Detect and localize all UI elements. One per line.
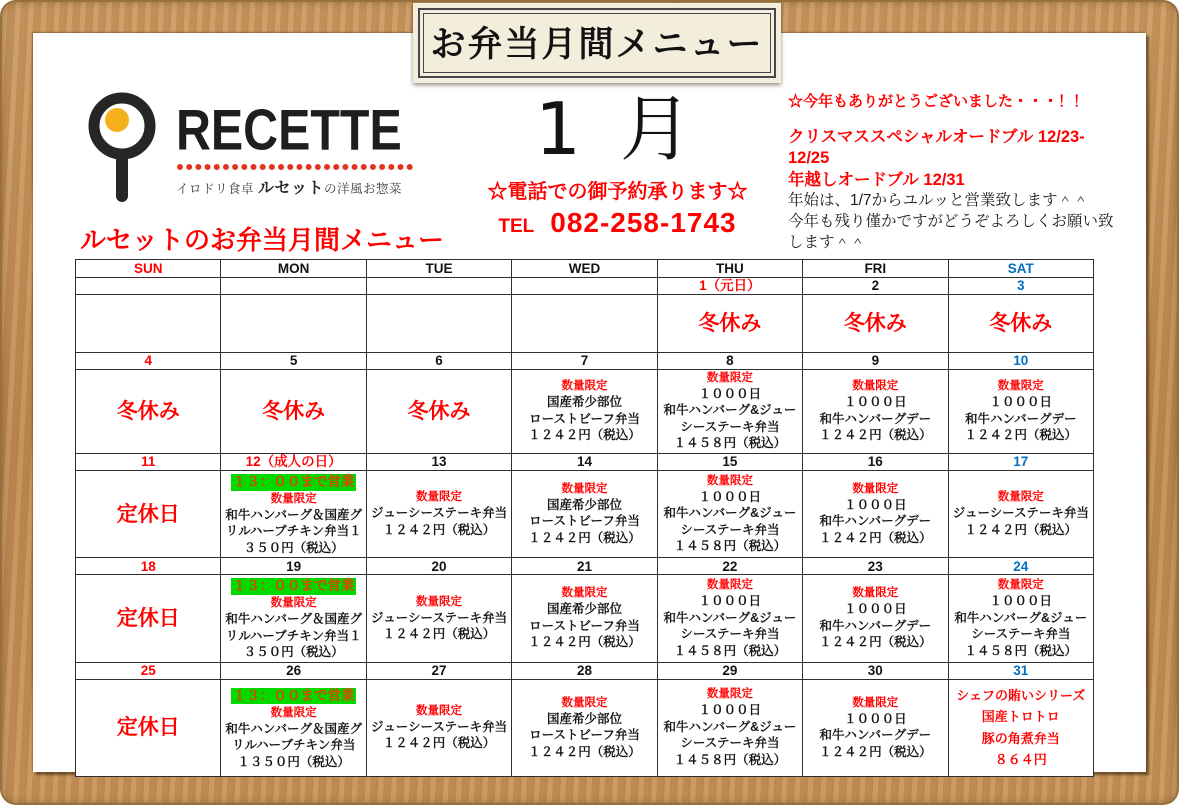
week-2-date-row (76, 353, 1094, 370)
week-4-date-row (76, 558, 1094, 575)
date-cell: 7 (512, 353, 657, 370)
menu-cell (657, 575, 802, 662)
open-hours-badge: １３：００まで営業 (232, 578, 355, 594)
date-cell (76, 278, 221, 295)
logo-tagline (176, 175, 419, 198)
menu-line-normal: １４５８円（税込） (964, 643, 1078, 658)
menu-line-limited: 数量限定 (416, 595, 463, 608)
date-cell (221, 278, 366, 295)
menu-line-normal: 和牛ハンバーグ＆国産グリルハーブチキン弁当１３５０円（税込） (225, 612, 362, 660)
menu-cell (657, 470, 802, 557)
menu-line-normal: １２４２円（税込） (819, 635, 932, 650)
date-cell: 27 (366, 662, 511, 679)
tel-label: TEL (498, 215, 535, 237)
menu-line-holiday: 冬休み (698, 312, 762, 335)
menu-line-limited: 数量限定 (270, 492, 317, 505)
date-cell: 16 (803, 453, 948, 470)
menu-line-normal: １２４２円（税込） (528, 744, 641, 759)
open-hours-badge: １３：００まで営業 (232, 687, 355, 703)
date-cell: 12（成人の日） (221, 453, 366, 470)
menu-line-hours (224, 472, 362, 492)
announcement-newyear-info: 年始は、1/7からユルッと営業致します＾＾ (788, 192, 1089, 210)
menu-line-normal: 和牛ハンバーグデー (819, 514, 932, 529)
date-cell: 23 (803, 558, 948, 575)
date-cell: 15 (657, 453, 802, 470)
menu-line-holiday: 冬休み (407, 399, 471, 423)
announcement-closing: 今年も残り僅かですがどうぞよろしくお願い致します＾＾ (788, 213, 1114, 252)
announcement-christmas: クリスマススペシャルオードブル 12/23-12/25 (788, 128, 1085, 168)
menu-cell (221, 575, 366, 662)
date-cell: 8 (657, 353, 802, 370)
menu-line-special: 国産トロトロ (981, 709, 1060, 725)
menu-line-normal: 和牛ハンバーグ＆国産グリルハーブチキン弁当１３５０円（税込） (225, 507, 362, 555)
menu-line-normal: 和牛ハンバーグ&ジューシーステーキ弁当 (663, 506, 797, 537)
menu-line-normal: １０００日 (844, 602, 907, 617)
menu-cell (76, 470, 221, 557)
tel-row (445, 207, 790, 239)
menu-line-normal: ローストビーフ弁当 (529, 618, 640, 633)
menu-line-normal: １２４２円（税込） (819, 530, 932, 545)
announcement-thanks: ☆今年もありがとうございました・・・！！ (788, 93, 1089, 110)
menu-line-normal: １２４２円（税込） (964, 428, 1078, 443)
menu-line-normal: １２４２円（税込） (528, 635, 641, 650)
week-3-menu-row (76, 470, 1094, 557)
menu-line-normal: １０００日 (698, 386, 762, 401)
date-cell: 2 (803, 278, 948, 295)
menu-line-normal: ジューシーステーキ弁当１２４２円（税込） (370, 610, 508, 642)
banner-border-inner (423, 13, 771, 73)
banner (413, 3, 781, 83)
week-5-menu-row (76, 679, 1094, 776)
tagline-post: の洋風お惣菜 (324, 182, 403, 196)
menu-line-normal: １０００日 (698, 703, 762, 718)
day-header-fri: FRI (803, 260, 948, 278)
frying-pan-egg-icon (82, 88, 162, 206)
menu-line-normal: １２４２円（税込） (819, 744, 932, 759)
menu-line-normal: 和牛ハンバーグ&ジューシーステーキ弁当 (954, 610, 1088, 642)
menu-line-limited: 数量限定 (997, 491, 1044, 504)
date-cell: 31 (948, 662, 1093, 679)
menu-line-normal: ジューシーステーキ弁当１２４２円（税込） (952, 506, 1089, 537)
menu-line-limited: 数量限定 (852, 696, 899, 709)
menu-line-normal: １４５８円（税込） (673, 539, 787, 554)
date-cell: 28 (512, 662, 657, 679)
month-header (445, 87, 790, 239)
menu-line-normal: １０００日 (844, 395, 907, 410)
menu-cell (512, 470, 657, 557)
date-cell: 26 (221, 662, 366, 679)
date-cell: 18 (76, 558, 221, 575)
day-header-sat: SAT (948, 260, 1093, 278)
logo-dots-divider (176, 162, 414, 172)
menu-line-normal: 国産希少部位 (546, 602, 622, 617)
date-cell (366, 278, 511, 295)
menu-line-normal: 和牛ハンバーグデー (819, 411, 932, 426)
menu-line-normal: １２４２円（税込） (528, 428, 641, 443)
menu-line-limited: 数量限定 (706, 372, 753, 384)
date-cell: 30 (803, 662, 948, 679)
day-header-row (76, 260, 1094, 278)
week-3-date-row (76, 453, 1094, 470)
menu-line-normal: １４５８円（税込） (673, 643, 787, 658)
menu-line-normal: 国産希少部位 (546, 395, 622, 410)
menu-line-limited: 数量限定 (706, 474, 753, 487)
menu-cell (803, 470, 948, 557)
banner-border-outer (418, 8, 776, 78)
date-cell: 11 (76, 453, 221, 470)
date-cell (512, 278, 657, 295)
menu-line-hours (224, 686, 362, 706)
menu-line-limited: 数量限定 (561, 482, 608, 495)
menu-cell (948, 679, 1093, 776)
menu-cell (366, 575, 511, 662)
menu-line-special: シェフの賄いシリーズ (956, 687, 1086, 703)
date-cell: 14 (512, 453, 657, 470)
announcements (788, 90, 1120, 254)
menu-line-normal: 和牛ハンバーグデー (819, 728, 932, 743)
menu-line-normal: １０００日 (844, 711, 907, 726)
date-cell: 22 (657, 558, 802, 575)
menu-line-normal: ジューシーステーキ弁当１２４２円（税込） (370, 506, 508, 537)
date-cell: 3 (948, 278, 1093, 295)
menu-cell (803, 295, 948, 353)
banner-title: お弁当月間メニュー (430, 25, 764, 64)
date-cell: 25 (76, 662, 221, 679)
menu-line-limited: 数量限定 (270, 597, 317, 610)
date-cell: 10 (948, 353, 1093, 370)
calendar-body (76, 278, 1094, 777)
menu-cell (76, 679, 221, 776)
week-1-menu-row (76, 295, 1094, 353)
menu-cell (221, 295, 366, 353)
menu-line-normal: １０００日 (698, 489, 762, 504)
date-cell: 1（元日） (657, 278, 802, 295)
menu-cell (803, 679, 948, 776)
menu-cell (803, 370, 948, 454)
brand-name: RECETTE (176, 98, 402, 163)
calendar (75, 259, 1094, 777)
menu-line-holiday: 冬休み (262, 399, 326, 423)
menu-line-limited: 数量限定 (852, 380, 899, 393)
menu-line-holiday: 定休日 (116, 607, 180, 631)
menu-cell (948, 470, 1093, 557)
menu-line-normal: ジューシーステーキ弁当１２４２円（税込） (370, 719, 508, 751)
day-header-thu: THU (657, 260, 802, 278)
menu-line-limited: 数量限定 (561, 380, 608, 393)
menu-line-normal: 和牛ハンバーグ&ジューシーステーキ弁当 (663, 610, 797, 642)
menu-cell (512, 295, 657, 353)
logo-text-block (176, 88, 419, 206)
tagline-bold: ルセット (257, 180, 324, 197)
menu-line-holiday: 冬休み (116, 399, 180, 423)
menu-line-normal: 国産希少部位 (546, 711, 622, 726)
menu-line-limited: 数量限定 (997, 579, 1044, 592)
open-hours-badge: １３：００まで営業 (232, 473, 355, 489)
menu-line-normal: １０００日 (698, 594, 762, 609)
menu-cell (512, 370, 657, 454)
day-header-tue: TUE (366, 260, 511, 278)
menu-line-normal: １０００日 (989, 395, 1053, 410)
calendar-table (75, 259, 1094, 777)
day-header-wed: WED (512, 260, 657, 278)
menu-line-limited: 数量限定 (997, 380, 1044, 393)
menu-line-limited: 数量限定 (561, 696, 608, 709)
menu-line-limited: 数量限定 (416, 491, 463, 504)
menu-line-limited: 数量限定 (706, 579, 753, 592)
menu-line-special: 豚の角煮弁当 (981, 730, 1060, 746)
tel-number: 082-258-1743 (550, 206, 737, 238)
date-cell: 5 (221, 353, 366, 370)
menu-line-normal: ローストビーフ弁当 (529, 728, 640, 743)
menu-line-normal: 和牛ハンバーグデー (819, 618, 932, 633)
menu-line-normal: １２４２円（税込） (528, 530, 641, 545)
menu-line-holiday: 定休日 (116, 502, 180, 526)
week-5-date-row (76, 662, 1094, 679)
menu-line-holiday: 冬休み (989, 312, 1053, 335)
menu-cell (221, 679, 366, 776)
menu-line-normal: １０００日 (844, 497, 907, 512)
week-2-menu-row (76, 370, 1094, 454)
menu-cell (948, 575, 1093, 662)
menu-line-limited: 数量限定 (416, 704, 463, 717)
date-cell: 29 (657, 662, 802, 679)
menu-cell (76, 295, 221, 353)
menu-line-limited: 数量限定 (561, 587, 608, 600)
date-cell: 24 (948, 558, 1093, 575)
day-header-mon: MON (221, 260, 366, 278)
menu-cell (221, 470, 366, 557)
menu-cell (76, 575, 221, 662)
announcement-newyear-eve: 年越しオードブル 12/31 (788, 170, 965, 189)
menu-line-holiday: 定休日 (116, 716, 180, 740)
menu-line-normal: 和牛ハンバーグデー (964, 411, 1077, 426)
menu-line-normal: ローストビーフ弁当 (529, 411, 640, 426)
menu-cell (366, 470, 511, 557)
date-cell: 9 (803, 353, 948, 370)
menu-line-holiday: 冬休み (843, 312, 907, 335)
menu-cell (948, 370, 1093, 454)
day-header-sun: SUN (76, 260, 221, 278)
date-cell: 17 (948, 453, 1093, 470)
date-cell: 20 (366, 558, 511, 575)
menu-cell (221, 370, 366, 454)
menu-line-normal: １２４２円（税込） (819, 428, 932, 443)
month-title: 1 月 (535, 87, 700, 171)
phone-reservation-note: ☆電話での御予約承ります☆ (487, 180, 748, 203)
menu-line-normal: １４５８円（税込） (673, 436, 787, 451)
menu-line-normal: 国産希少部位 (546, 497, 622, 512)
menu-line-normal: 和牛ハンバーグ&ジューシーステーキ弁当 (663, 403, 797, 434)
week-4-menu-row (76, 575, 1094, 662)
menu-line-normal: １４５８円（税込） (673, 752, 787, 767)
menu-cell (657, 370, 802, 454)
menu-cell (366, 295, 511, 353)
menu-line-limited: 数量限定 (852, 587, 899, 600)
menu-line-hours (224, 576, 362, 596)
menu-cell (366, 679, 511, 776)
menu-line-normal: 和牛ハンバーグ&ジューシーステーキ弁当 (663, 719, 797, 751)
menu-cell (657, 295, 802, 353)
menu-cell (512, 575, 657, 662)
menu-line-normal: ローストビーフ弁当 (529, 514, 640, 529)
date-cell: 6 (366, 353, 511, 370)
date-cell: 19 (221, 558, 366, 575)
menu-line-limited: 数量限定 (706, 688, 753, 701)
recette-logo (82, 88, 419, 206)
week-1-date-row (76, 278, 1094, 295)
menu-line-normal: １０００日 (989, 594, 1053, 609)
menu-line-normal: 和牛ハンバーグ＆国産グリルハーブチキン弁当 １３５０円（税込） (225, 721, 362, 769)
date-cell: 13 (366, 453, 511, 470)
page-subtitle: ルセットのお弁当月間メニュー (80, 225, 445, 255)
menu-cell (657, 679, 802, 776)
tagline-pre: イロドリ食卓 (176, 182, 258, 196)
menu-cell (76, 370, 221, 454)
menu-line-limited: 数量限定 (852, 482, 899, 495)
menu-cell (948, 295, 1093, 353)
date-cell: 4 (76, 353, 221, 370)
menu-cell (512, 679, 657, 776)
menu-line-limited: 数量限定 (270, 706, 317, 719)
date-cell: 21 (512, 558, 657, 575)
menu-cell (366, 370, 511, 454)
menu-line-special: ８６４円 (994, 752, 1047, 768)
menu-cell (803, 575, 948, 662)
